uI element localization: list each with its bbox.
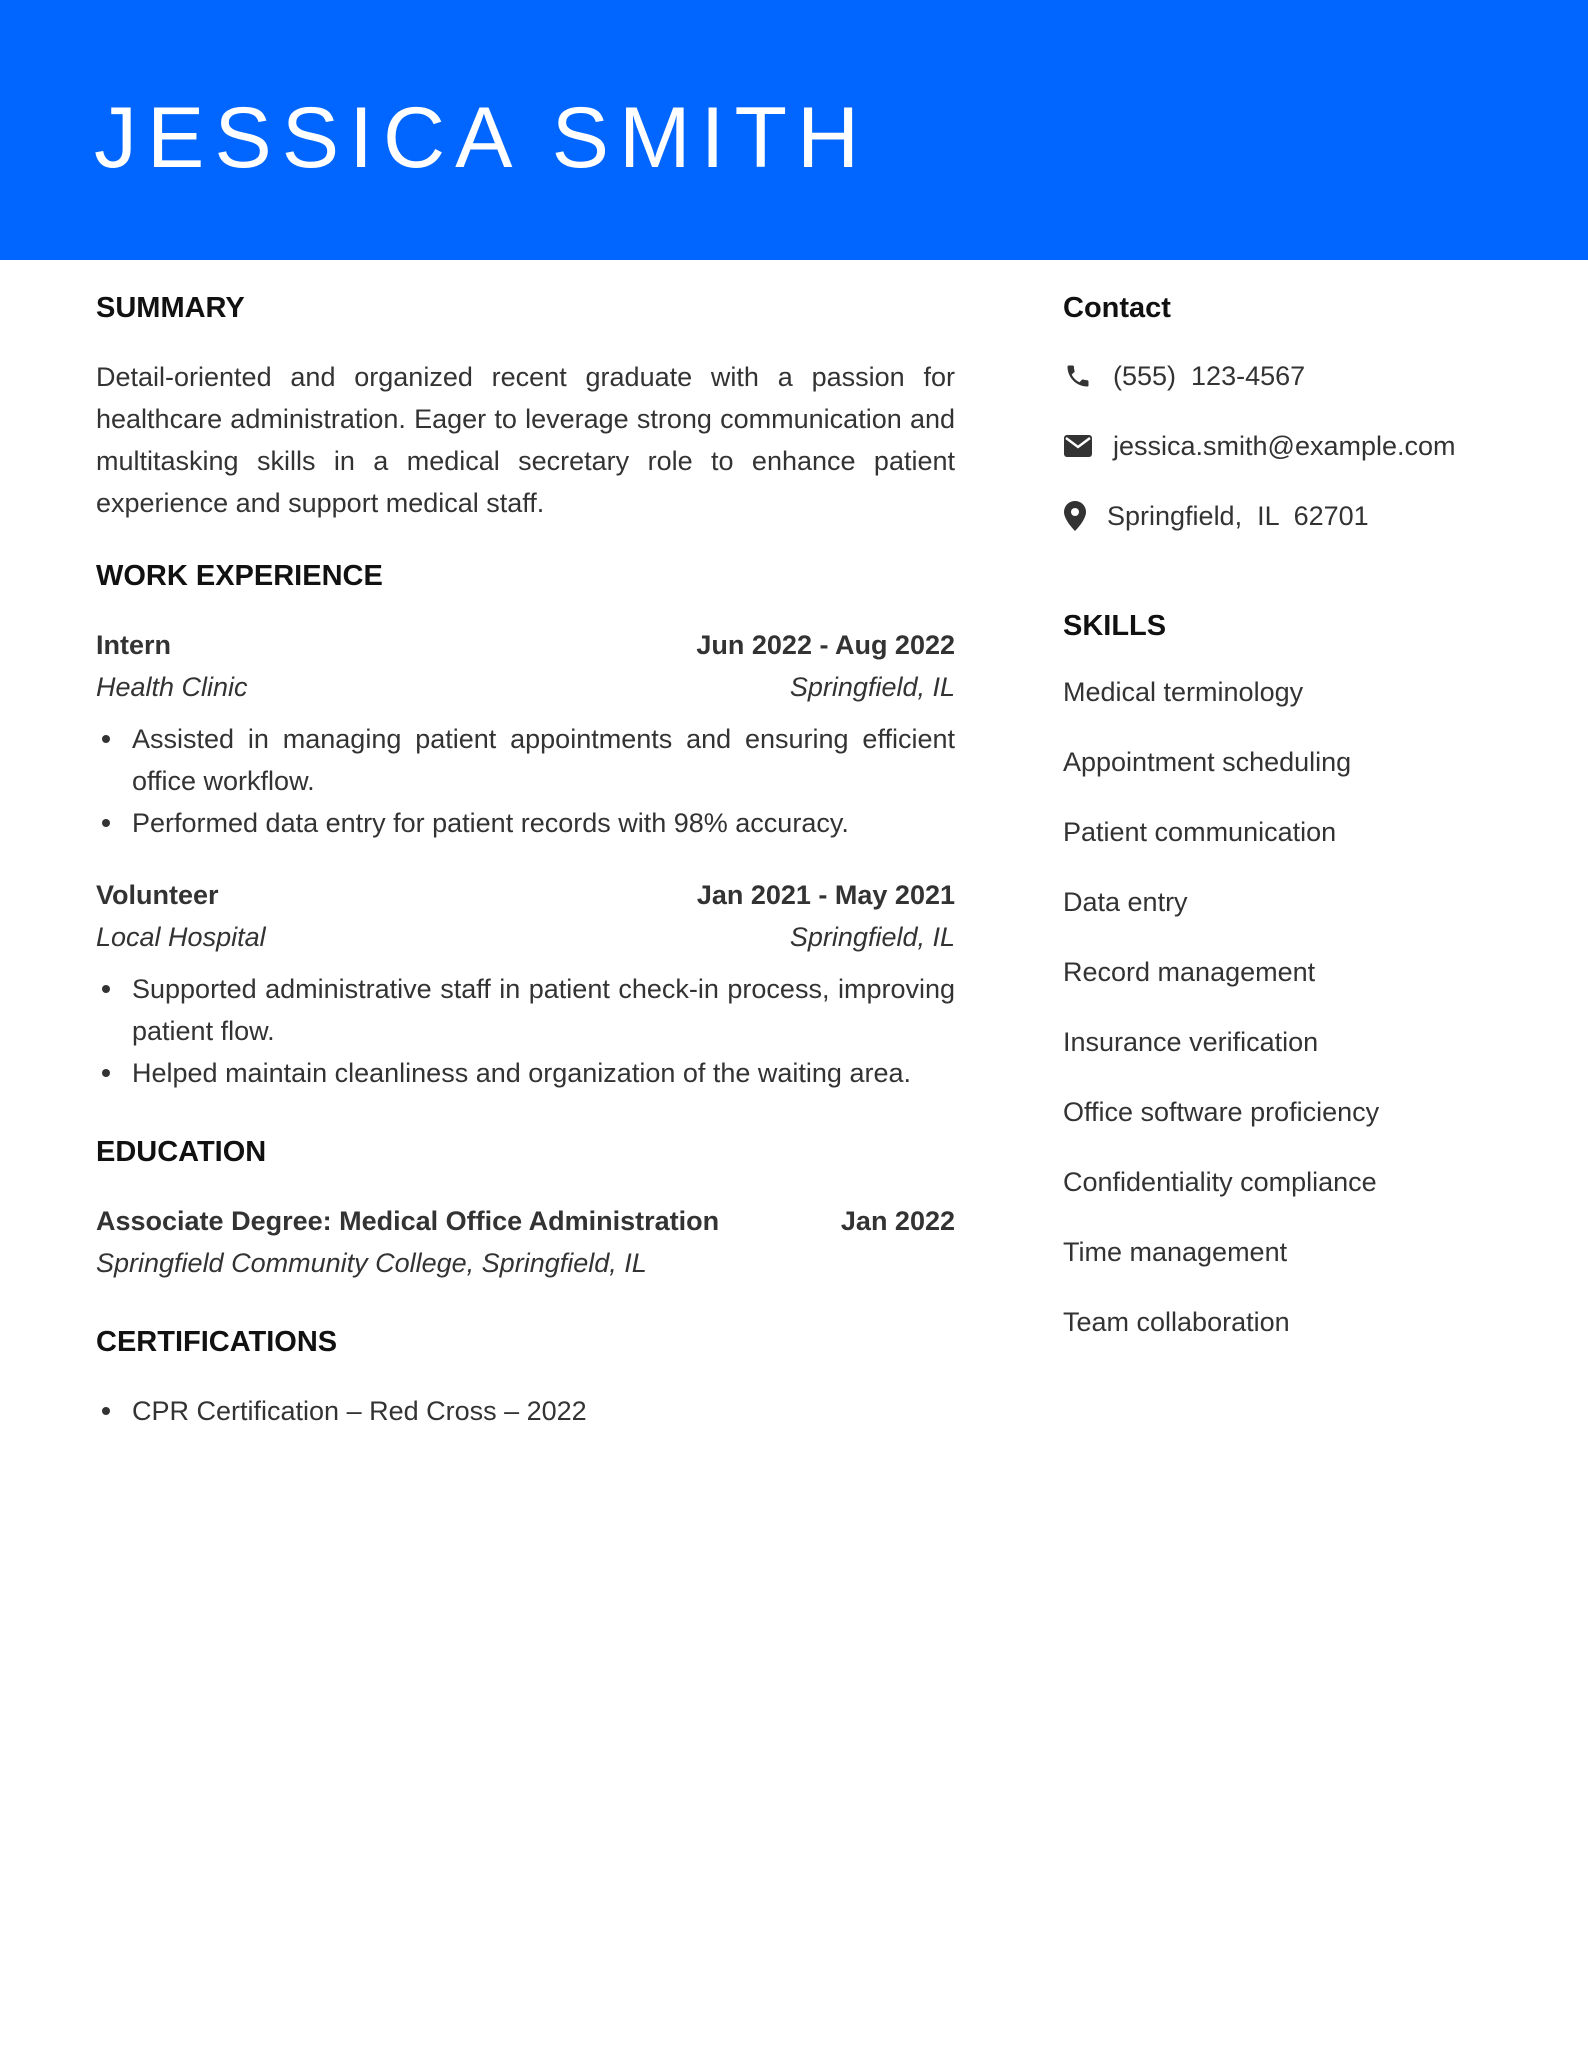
contact-list — [1063, 356, 1523, 536]
summary-heading: SUMMARY — [96, 292, 245, 324]
job-location: Springfield, IL — [789, 922, 955, 952]
job-title: Intern — [96, 630, 172, 660]
job-dates: Jan 2021 - May 2021 — [696, 880, 955, 910]
phone-icon — [1063, 361, 1093, 391]
bullet-dot-icon — [102, 819, 110, 827]
skill-item: Team collaboration — [1063, 1307, 1290, 1337]
certifications-heading: CERTIFICATIONS — [96, 1326, 338, 1358]
bullet-dot-icon — [102, 1407, 110, 1415]
phone-number: (555) 123-4567 — [1113, 360, 1306, 391]
skill-item: Office software proficiency — [1063, 1097, 1380, 1127]
map-pin-icon — [1063, 501, 1087, 531]
certification-item: CPR Certification – Red Cross – 2022 — [96, 1390, 955, 1432]
bullet-dot-icon — [102, 735, 110, 743]
candidate-name: JESSICA SMITH — [94, 90, 870, 186]
sidebar-column — [1063, 290, 1523, 1374]
job-dates: Jun 2022 - Aug 2022 — [696, 630, 955, 660]
job-bullets — [96, 718, 955, 844]
education-entry — [96, 1200, 955, 1284]
school-name: Springfield Community College, Springfield, IL — [96, 1248, 647, 1278]
job-bullet: Supported administrative staff in patient check-in process, improving patient flow. — [96, 968, 955, 1052]
email-address: jessica.smith@example.com — [1113, 430, 1456, 461]
certifications-list — [96, 1390, 955, 1432]
job-organization: Local Hospital — [96, 922, 266, 952]
location-text: Springfield, IL 62701 — [1107, 500, 1369, 531]
job-title: Volunteer — [96, 880, 219, 910]
work-experience-heading: WORK EXPERIENCE — [96, 560, 383, 592]
degree-date: Jan 2022 — [840, 1206, 955, 1236]
skill-item: Record management — [1063, 957, 1316, 987]
main-column — [96, 290, 955, 1432]
education-heading: EDUCATION — [96, 1136, 267, 1168]
job-bullet: Assisted in managing patient appointments and ensuring efficient office workflow. — [96, 718, 955, 802]
bullet-dot-icon — [102, 1069, 110, 1077]
job-location: Springfield, IL — [789, 672, 955, 702]
skill-item: Patient communication — [1063, 817, 1337, 847]
job-bullet: Helped maintain cleanliness and organization of the waiting area. — [96, 1052, 955, 1094]
job-entry — [96, 874, 955, 1094]
job-entry — [96, 624, 955, 844]
header-banner — [0, 0, 1588, 260]
summary-text: Detail-oriented and organized recent graduate with a passion for healthcare administration. Eager to leverage strong communication and multitasking skills in a medical secretary role to enhance patient experience and support medical staff. — [96, 362, 955, 518]
contact-phone[interactable] — [1063, 356, 1523, 396]
job-bullet: Performed data entry for patient records with 98% accuracy. — [96, 802, 955, 844]
skills-list — [1063, 674, 1523, 1340]
skill-item: Time management — [1063, 1237, 1288, 1267]
skill-item: Insurance verification — [1063, 1027, 1319, 1057]
envelope-icon — [1063, 431, 1093, 461]
skill-item: Appointment scheduling — [1063, 747, 1352, 777]
degree-name: Associate Degree: Medical Office Administration — [96, 1206, 720, 1236]
contact-location — [1063, 496, 1523, 536]
job-bullets — [96, 968, 955, 1094]
skill-item: Data entry — [1063, 887, 1188, 917]
skill-item: Confidentiality compliance — [1063, 1167, 1377, 1197]
skills-heading: SKILLS — [1063, 610, 1167, 642]
contact-email[interactable] — [1063, 426, 1523, 466]
contact-heading: Contact — [1063, 292, 1171, 324]
job-organization: Health Clinic — [96, 672, 248, 702]
bullet-dot-icon — [102, 985, 110, 993]
skill-item: Medical terminology — [1063, 677, 1304, 707]
